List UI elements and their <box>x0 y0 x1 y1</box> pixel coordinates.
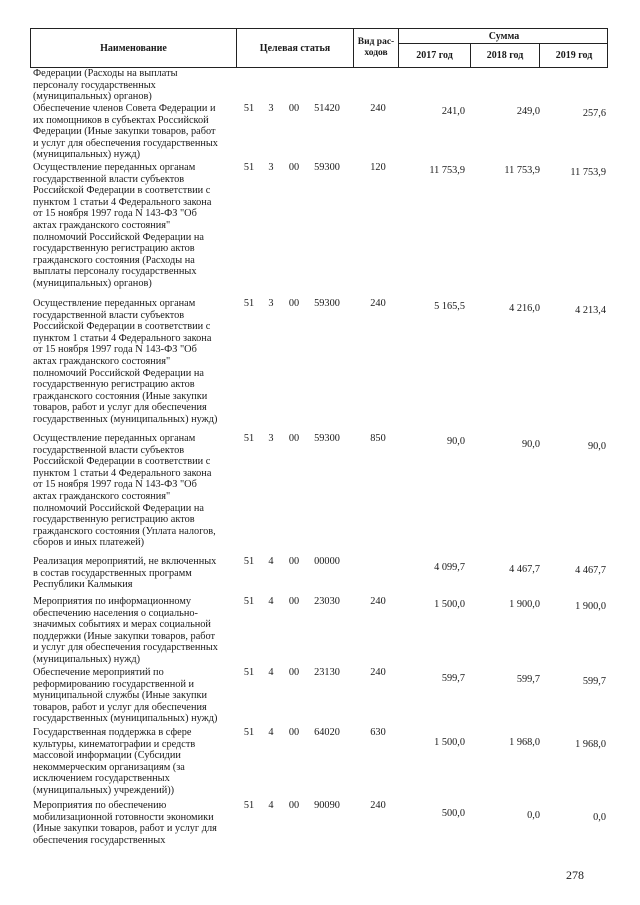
subprogram-code: 3 <box>268 103 274 114</box>
row-name: Обеспечение мероприятий по реформированию государственной и муниципальной службы (Иные закупки товаров, работ и услуг для обеспечения государственных (муниципальных) нужд) <box>33 667 218 725</box>
sum-2017: 1 500,0 <box>434 737 465 748</box>
sum-2018: 90,0 <box>521 439 540 450</box>
main-activity-code: 00 <box>288 800 300 811</box>
sum-2019: 90,0 <box>587 441 606 452</box>
program-code: 51 <box>243 596 255 607</box>
program-code: 51 <box>243 727 255 738</box>
program-code: 51 <box>243 103 255 114</box>
main-activity-code: 00 <box>288 298 300 309</box>
direction-code: 90090 <box>314 800 340 811</box>
expense-type-code: 240 <box>370 667 386 678</box>
expense-type-code: 240 <box>370 298 386 309</box>
program-code: 51 <box>243 298 255 309</box>
sum-2019: 0,0 <box>593 812 606 823</box>
sum-2019: 4 213,4 <box>575 305 606 316</box>
sum-2018: 4 467,7 <box>509 564 540 575</box>
program-code: 51 <box>243 667 255 678</box>
sum-2017: 4 099,7 <box>434 562 465 573</box>
sum-2018: 4 216,0 <box>509 303 540 314</box>
program-code: 51 <box>243 556 255 567</box>
sum-2017: 11 753,9 <box>429 165 465 176</box>
row-name: Осуществление переданных органам государственной власти субъектов Российской Федерации в соответствии с пунктом 1 статьи 4 Федерального закона от 15 ноября 1997 года N 143-ФЗ "Об актах гражданского состояния" полномочий Российской Федерации на государственную регистрацию актов гражданского состояния (Иные закупки товаров, работ и услуг для обеспечения государственных (муниципальных) нужд) <box>33 298 218 425</box>
header-target-article: Целевая статья <box>259 42 331 54</box>
direction-code: 59300 <box>314 298 340 309</box>
subprogram-code: 4 <box>268 667 274 678</box>
sum-2017: 5 165,5 <box>434 301 465 312</box>
main-activity-code: 00 <box>288 667 300 678</box>
program-code: 51 <box>243 162 255 173</box>
sum-2018: 1 900,0 <box>509 599 540 610</box>
sum-2019: 1 968,0 <box>575 739 606 750</box>
sum-2017: 90,0 <box>446 436 465 447</box>
expense-type-code: 120 <box>370 162 386 173</box>
row-name: Осуществление переданных органам государственной власти субъектов Российской Федерации в соответствии с пунктом 1 статьи 4 Федерального закона от 15 ноября 1997 года N 143-ФЗ "Об актах гражданского состояния" полномочий Российской Федерации на государственную регистрацию актов гражданского состояния (Уплата налогов, сборов и иных платежей) <box>33 433 216 549</box>
sum-2018: 1 968,0 <box>509 737 540 748</box>
sum-2019: 1 900,0 <box>575 601 606 612</box>
main-activity-code: 00 <box>288 556 300 567</box>
program-code: 51 <box>243 800 255 811</box>
direction-code: 23030 <box>314 596 340 607</box>
main-activity-code: 00 <box>288 727 300 738</box>
expense-type-code: 240 <box>370 596 386 607</box>
direction-code: 59300 <box>314 433 340 444</box>
table-header <box>30 28 608 68</box>
sum-2018: 0,0 <box>527 810 540 821</box>
sum-2017: 241,0 <box>441 106 465 117</box>
direction-code: 23130 <box>314 667 340 678</box>
page-number: 278 <box>566 868 584 882</box>
expense-type-code: 850 <box>370 433 386 444</box>
sum-2018: 11 753,9 <box>504 165 540 176</box>
row-name: Государственная поддержка в сфере культуры, кинематографии и средств массовой информации (Субсидии некоммерческим организациям (за исключением государственных (муниципальных) учреждений)) <box>33 727 196 796</box>
direction-code: 00000 <box>314 556 340 567</box>
subprogram-code: 4 <box>268 727 274 738</box>
header-sum: Сумма <box>488 30 520 42</box>
main-activity-code: 00 <box>288 596 300 607</box>
sum-2017: 599,7 <box>441 673 465 684</box>
row-name: Мероприятия по обеспечению мобилизационной готовности экономики (Иные закупки товаров, работ и услуг для обеспечения государственных <box>33 800 217 846</box>
subprogram-code: 4 <box>268 800 274 811</box>
expense-type-code: 240 <box>370 800 386 811</box>
sum-2019: 257,6 <box>582 108 606 119</box>
header-name: Наименование <box>100 42 167 54</box>
row-name: Реализация мероприятий, не включенных в состав государственных программ Республики Калмыкия <box>33 556 217 591</box>
row-name: Осуществление переданных органам государственной власти субъектов Российской Федерации в соответствии с пунктом 1 статьи 4 Федерального закона от 15 ноября 1997 года N 143-ФЗ "Об актах гражданского состояния" полномочий Российской Федерации на государственную регистрацию актов гражданского состояния (Расходы на выплаты персоналу государственных (муниципальных) органов) <box>33 162 212 289</box>
expense-type-code: 630 <box>370 727 386 738</box>
row-name: Федерации (Расходы на выплаты персоналу государственных (муниципальных) органов) <box>33 68 178 103</box>
header-expense-type: Вид рас-ходов <box>357 37 395 58</box>
main-activity-code: 00 <box>288 162 300 173</box>
sum-2019: 4 467,7 <box>575 565 606 576</box>
subprogram-code: 3 <box>268 433 274 444</box>
subprogram-code: 4 <box>268 556 274 567</box>
header-year-2017: 2017 год <box>416 50 453 61</box>
main-activity-code: 00 <box>288 103 300 114</box>
sum-2017: 500,0 <box>441 808 465 819</box>
sum-2018: 249,0 <box>516 106 540 117</box>
sum-2019: 11 753,9 <box>570 167 606 178</box>
header-year-2018: 2018 год <box>486 50 524 61</box>
expense-type-code: 240 <box>370 103 386 114</box>
direction-code: 64020 <box>314 727 340 738</box>
subprogram-code: 4 <box>268 596 274 607</box>
row-name: Мероприятия по информационному обеспечению населения о социально- значимых событиях и мерах социальной поддержки (Иные закупки товаров, работ и услуг для обеспечения государственных (муниципальных) нужд) <box>33 596 218 665</box>
direction-code: 51420 <box>314 103 340 114</box>
header-year-2019: 2019 год <box>555 50 593 61</box>
subprogram-code: 3 <box>268 162 274 173</box>
sum-2019: 599,7 <box>582 676 606 687</box>
sum-2017: 1 500,0 <box>434 599 465 610</box>
direction-code: 59300 <box>314 162 340 173</box>
subprogram-code: 3 <box>268 298 274 309</box>
row-name: Обеспечение членов Совета Федерации и их помощников в субъектах Российской Федерации (Иные закупки товаров, работ и услуг для обеспечения государственных (муниципальных) нужд) <box>33 103 218 161</box>
sum-2018: 599,7 <box>516 674 540 685</box>
main-activity-code: 00 <box>288 433 300 444</box>
program-code: 51 <box>243 433 255 444</box>
